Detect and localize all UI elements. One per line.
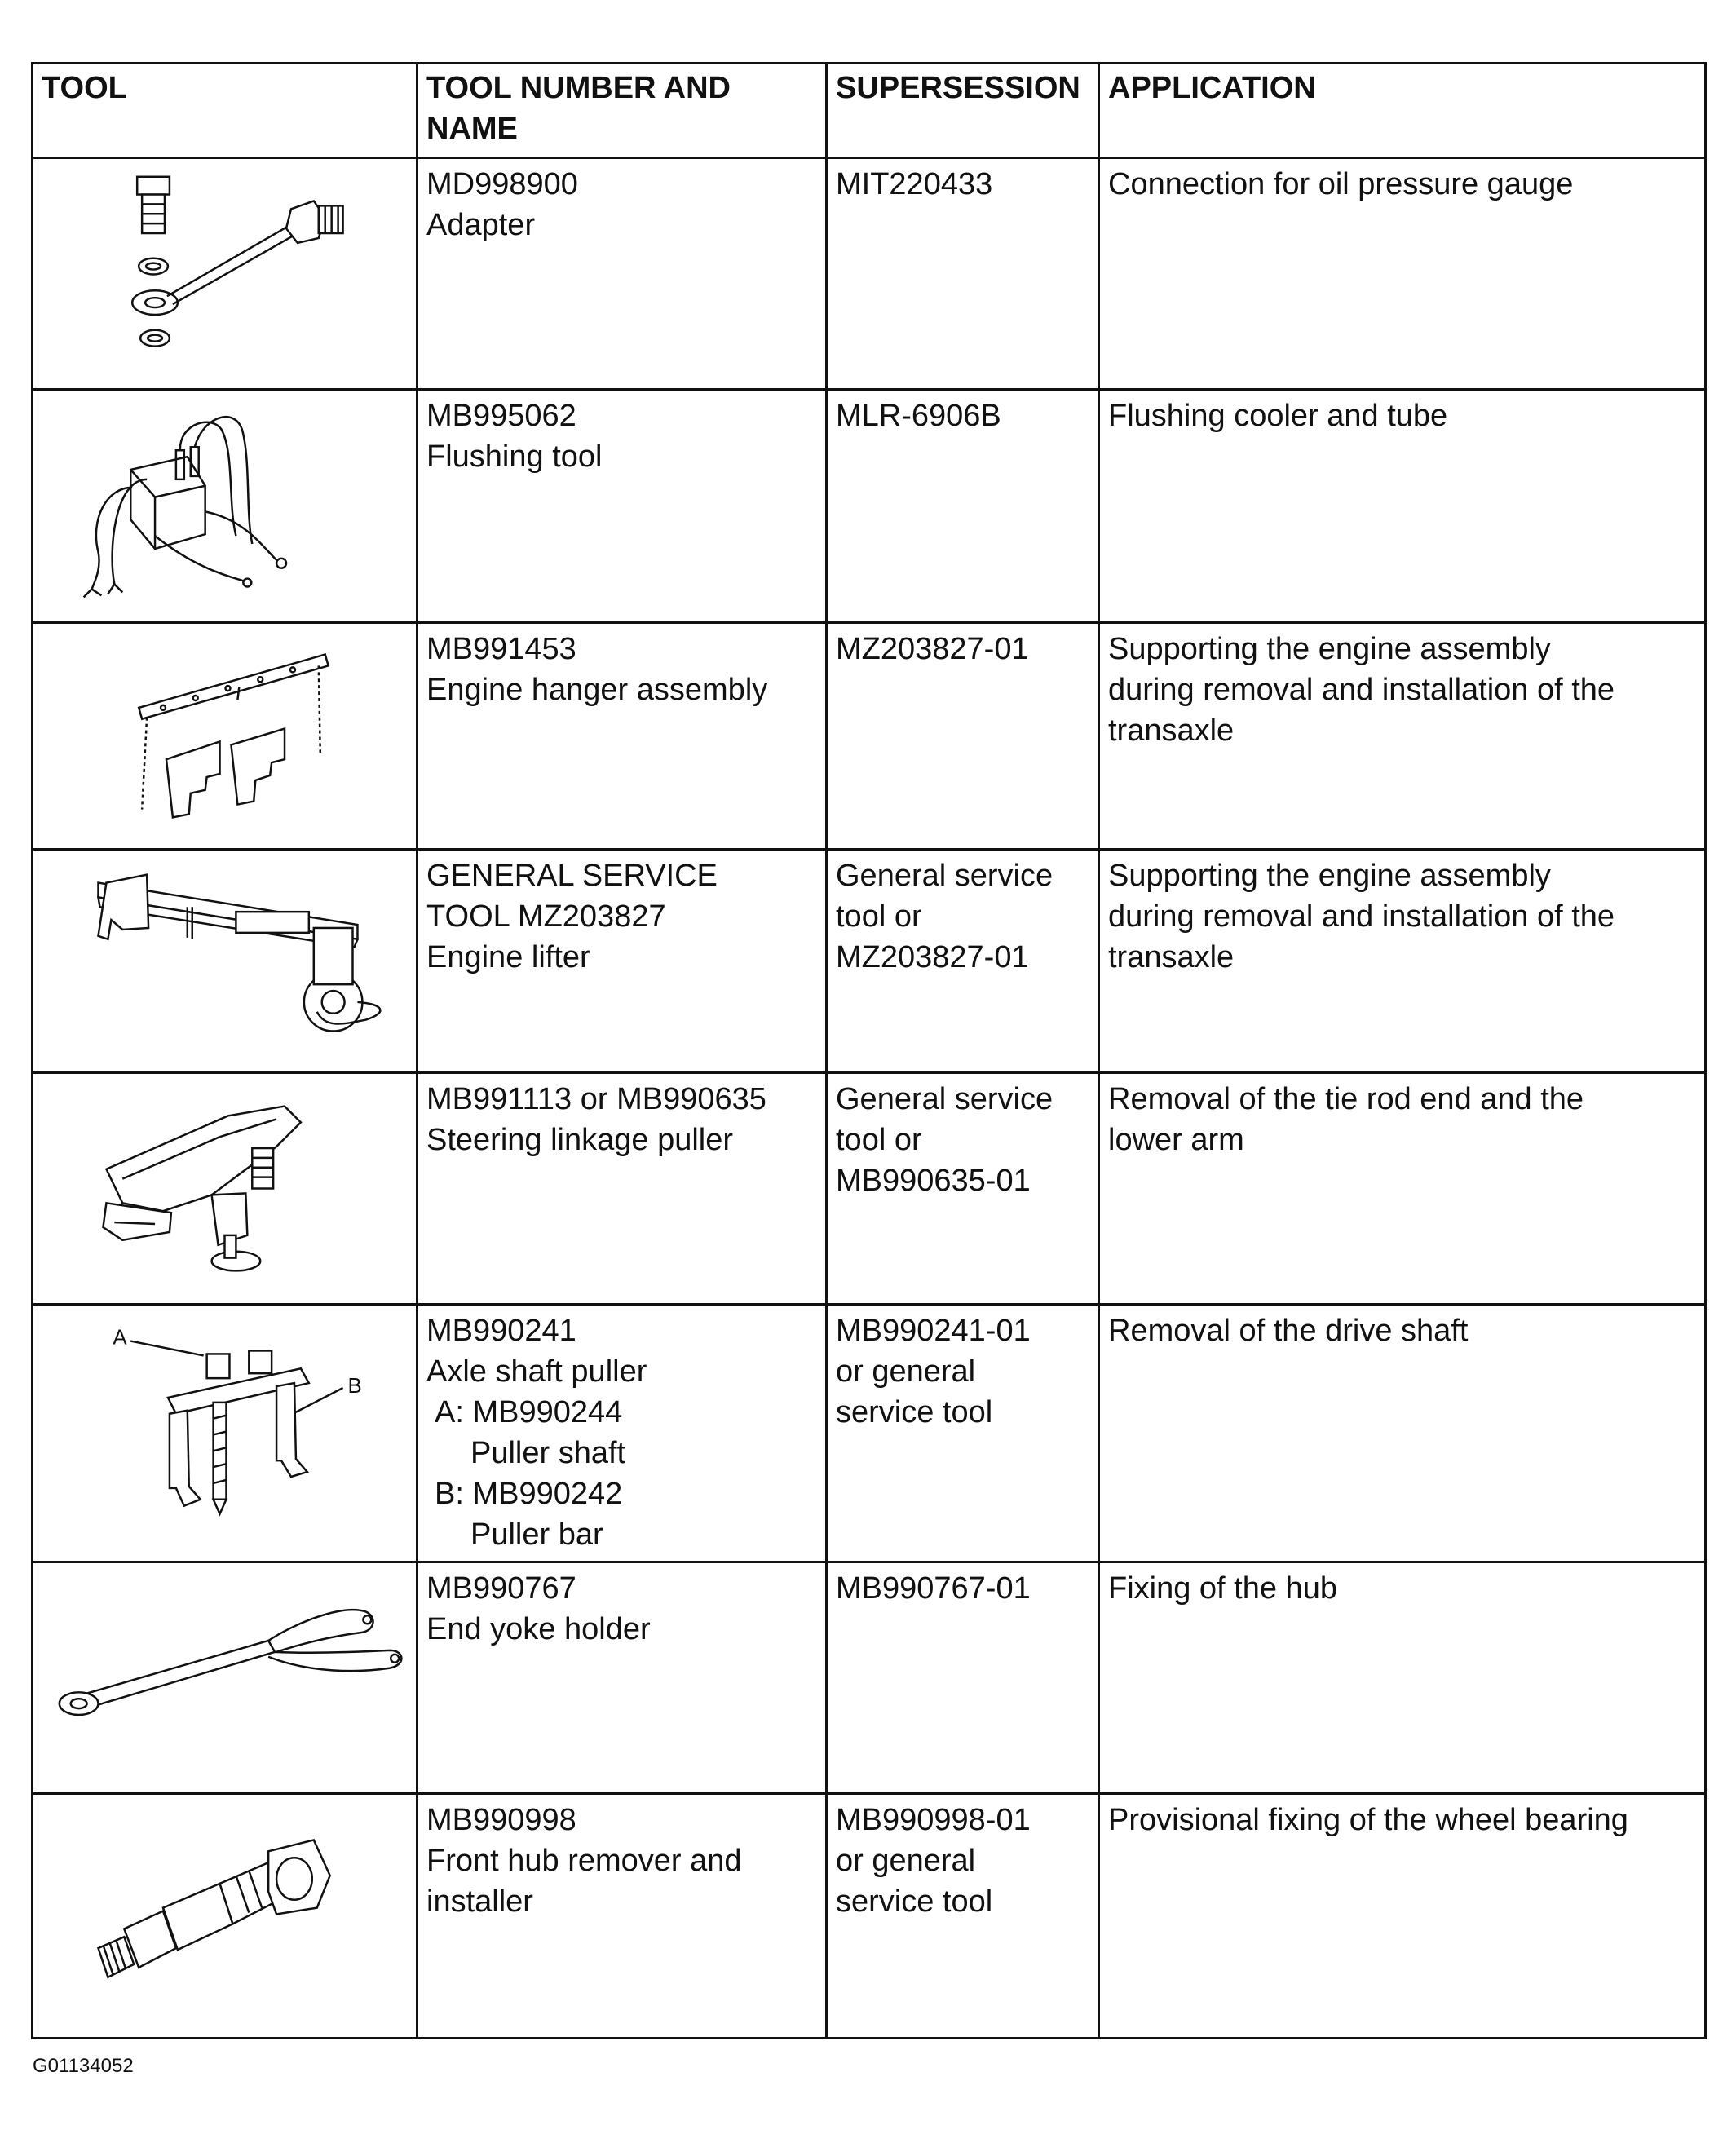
tool-number-cell	[417, 1794, 827, 2039]
header-application: APPLICATION	[1099, 64, 1706, 158]
table-row	[33, 1562, 1706, 1794]
application-text: during removal and installation of the	[1108, 899, 1615, 934]
application-cell	[1099, 1073, 1706, 1305]
tool-number: MB991453	[426, 632, 576, 666]
application-cell	[1099, 390, 1706, 623]
supersession-text: General service	[836, 859, 1054, 893]
engine-hanger-icon	[33, 624, 416, 848]
tool-number: MD998900	[426, 167, 578, 201]
end-yoke-holder-icon	[33, 1563, 416, 1792]
tool-name: installer	[426, 1884, 533, 1919]
application-text: transaxle	[1108, 940, 1235, 974]
tool-number-cell	[417, 623, 827, 850]
tool-name: Axle shaft puller	[426, 1354, 647, 1389]
tool-name: Engine hanger assembly	[426, 673, 768, 707]
table-row	[33, 1305, 1706, 1562]
application-text: during removal and installation of the	[1108, 673, 1615, 707]
tool-image-cell	[33, 850, 417, 1073]
supersession-text: tool or	[836, 899, 922, 934]
tool-name: Steering linkage puller	[426, 1123, 734, 1157]
tool-number: MB995062	[426, 399, 576, 433]
application-text: Supporting the engine assembly	[1108, 859, 1551, 893]
supersession-text: MB990635-01	[836, 1164, 1031, 1198]
table-row	[33, 1073, 1706, 1305]
application-text: Supporting the engine assembly	[1108, 632, 1551, 666]
supersession-text: MZ203827-01	[836, 632, 1029, 666]
supersession-text: MB990241-01	[836, 1314, 1031, 1348]
tool-name: Front hub remover and	[426, 1844, 742, 1878]
application-text: Fixing of the hub	[1108, 1571, 1337, 1606]
supersession-text: MIT220433	[836, 167, 993, 201]
supersession-cell	[827, 158, 1099, 390]
table-row	[33, 850, 1706, 1073]
engine-lifter-icon	[33, 851, 416, 1071]
supersession-text: service tool	[836, 1884, 993, 1919]
callout-a: A	[113, 1326, 127, 1350]
supersession-cell	[827, 390, 1099, 623]
tool-name: Adapter	[426, 208, 536, 242]
tool-number-cell	[417, 158, 827, 390]
supersession-text: or general	[836, 1354, 976, 1389]
application-cell	[1099, 1562, 1706, 1794]
front-hub-remover-icon	[33, 1795, 416, 2037]
application-text: Connection for oil pressure gauge	[1108, 167, 1574, 201]
tool-number-cell	[417, 390, 827, 623]
tool-image-cell	[33, 1305, 417, 1562]
table-row	[33, 1794, 1706, 2039]
tool-number: MB990998	[426, 1803, 576, 1837]
application-text: Removal of the tie rod end and the	[1108, 1082, 1584, 1116]
tool-name: End yoke holder	[426, 1612, 651, 1646]
sub-tool-name: Puller shaft	[470, 1436, 626, 1470]
application-text: Removal of the drive shaft	[1108, 1314, 1469, 1348]
supersession-cell	[827, 623, 1099, 850]
tool-name: Engine lifter	[426, 940, 590, 974]
application-cell	[1099, 623, 1706, 850]
application-text: transaxle	[1108, 714, 1235, 748]
tool-number: MB990767	[426, 1571, 576, 1606]
header-tool: TOOL	[33, 64, 417, 158]
application-cell	[1099, 850, 1706, 1073]
figure-code: G01134052	[33, 2055, 134, 2077]
callout-b: B	[347, 1375, 362, 1398]
supersession-cell	[827, 1794, 1099, 2039]
tool-number: MB990241	[426, 1314, 576, 1348]
tool-image-cell	[33, 623, 417, 850]
table-row	[33, 158, 1706, 390]
supersession-text: service tool	[836, 1395, 993, 1429]
tool-number: TOOL MZ203827	[426, 899, 666, 934]
header-supersession: SUPERSESSION	[827, 64, 1099, 158]
tool-number-cell	[417, 1305, 827, 1562]
tool-image-cell	[33, 1794, 417, 2039]
tool-number-cell	[417, 1562, 827, 1794]
tool-name: Flushing tool	[426, 440, 603, 474]
supersession-text: MB990767-01	[836, 1571, 1031, 1606]
table-row	[33, 623, 1706, 850]
supersession-text: tool or	[836, 1123, 922, 1157]
sub-tool-number: B: MB990242	[435, 1477, 623, 1511]
tool-number-cell	[417, 850, 827, 1073]
table-row	[33, 390, 1706, 623]
application-cell	[1099, 1305, 1706, 1562]
application-text: Flushing cooler and tube	[1108, 399, 1448, 433]
application-text: lower arm	[1108, 1123, 1244, 1157]
application-text: Provisional fixing of the wheel bearing	[1108, 1803, 1628, 1837]
tool-image-cell	[33, 390, 417, 623]
application-cell	[1099, 1794, 1706, 2039]
supersession-cell	[827, 1305, 1099, 1562]
supersession-text: or general	[836, 1844, 976, 1878]
flushing-tool-icon	[33, 391, 416, 621]
tool-image-cell	[33, 1073, 417, 1305]
supersession-text: MLR-6906B	[836, 399, 1001, 433]
axle-shaft-puller-icon	[33, 1306, 416, 1561]
supersession-cell	[827, 850, 1099, 1073]
supersession-text: General service	[836, 1082, 1054, 1116]
tool-number-cell	[417, 1073, 827, 1305]
tool-image-cell	[33, 1562, 417, 1794]
application-cell	[1099, 158, 1706, 390]
oil-pressure-adapter-icon	[33, 159, 416, 388]
sub-tool-name: Puller bar	[470, 1518, 603, 1552]
tool-number: GENERAL SERVICE	[426, 859, 718, 893]
supersession-cell	[827, 1562, 1099, 1794]
header-tool-number-name: TOOL NUMBER AND NAME	[417, 64, 827, 158]
steering-linkage-puller-icon	[33, 1074, 416, 1303]
tool-number: MB991113 or MB990635	[426, 1082, 766, 1116]
supersession-text: MB990998-01	[836, 1803, 1031, 1837]
sub-tool-number: A: MB990244	[435, 1395, 623, 1429]
special-tools-table	[31, 62, 1707, 2039]
supersession-cell	[827, 1073, 1099, 1305]
supersession-text: MZ203827-01	[836, 940, 1029, 974]
tool-image-cell	[33, 158, 417, 390]
header-row	[33, 64, 1706, 158]
